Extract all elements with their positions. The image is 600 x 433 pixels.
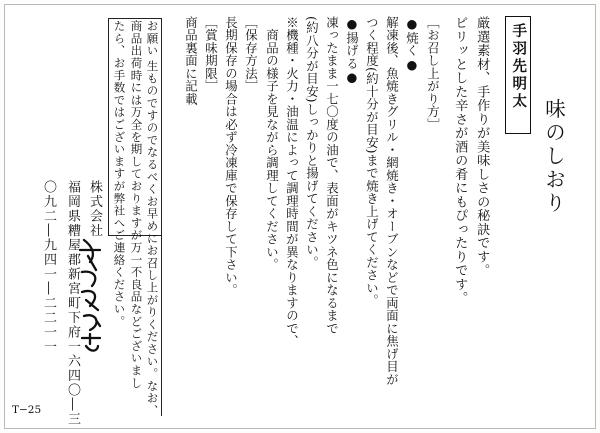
product-code: T−25 [12,404,42,416]
company-logo [76,236,106,358]
fry-line-2: (約八分が目安)しっかりと揚げてください。 [304,16,320,269]
request-line-2: 商品出荷時には万全を期しておりますが万一不良品などございまし [129,20,144,389]
request-box-left [108,18,109,235]
grill-line-1: 解凍後、魚焼きグリル・網焼き・オーブンなどで両面に焦げ目が [384,16,400,386]
grill-heading: ●焼く● [404,16,420,73]
intro-line-2: ピリッとした辛さが酒の肴にもぴったりです。 [452,16,468,305]
company-address: 福岡県糟屋郡新宮町下府一六四〇―三 [65,180,80,427]
page-title: 味のしおり [541,98,566,216]
product-name-box [505,16,531,134]
fry-line-3: ※機種・火力・油温によって調理時間が異なりますので、 [284,16,300,348]
storage-text: 長期保存の場合は必ず冷凍庫で保存して下さい。 [223,16,239,297]
section-divider [161,18,162,416]
request-line-1: 生ものですのでなるべくお早めにお召し上がりください。なお、 [145,60,160,417]
fry-heading: ●揚げる● [344,16,360,85]
request-box-top [108,18,162,19]
grill-line-2: つく程度(約十分が目安)まで焼き上げてください。 [364,16,380,307]
request-line-3: たら、お手数ではございますが弊社へご連絡ください。 [112,20,127,328]
intro-line-1: 厳選素材、手作りが美味しさの秘訣です。 [474,16,490,278]
storage-label: ［保存方法］ [243,16,259,93]
product-name: 手羽先明太 [510,23,528,111]
fry-line-4: 商品の様子を見ながら調理してください。 [264,16,280,271]
request-label: お願い [145,20,160,57]
fry-line-1: 凍ったまま一七〇度の油で、表面がキツネ色になるまで [324,16,340,335]
serving-label: ［お召し上がり方］ [425,16,441,131]
expiry-text: 商品裏面に記載 [183,16,199,106]
company-type: 株式会社 [87,180,102,238]
expiry-label: ［賞味期限］ [203,16,219,93]
company-phone: 〇九二―九四一―二二一一 [41,180,56,354]
